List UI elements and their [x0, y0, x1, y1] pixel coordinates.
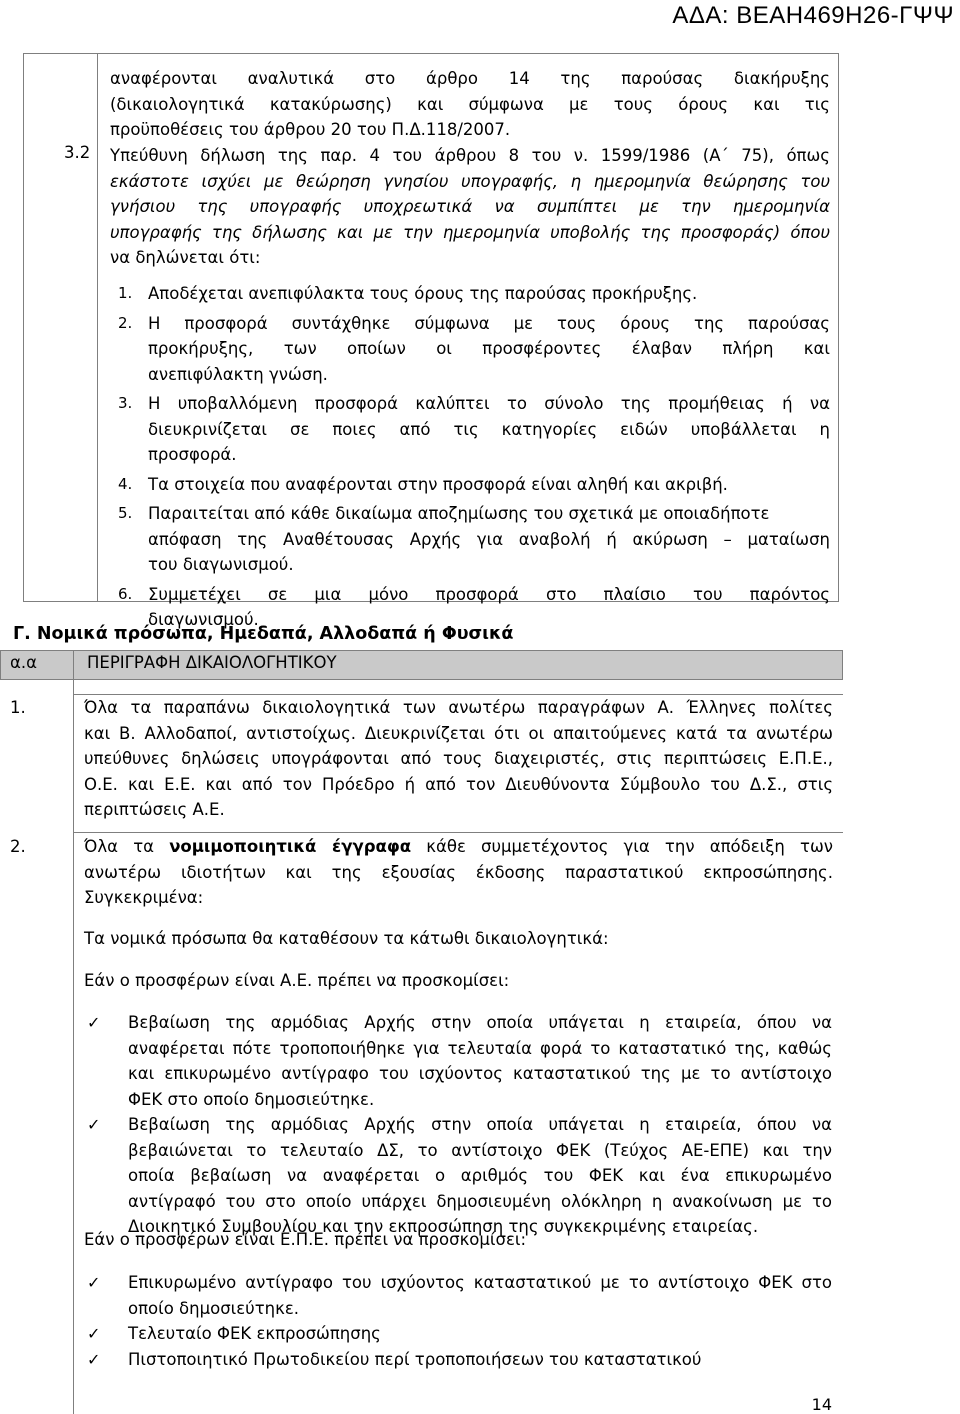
list-number: 5. [118, 504, 133, 522]
check-item [87, 1347, 832, 1373]
list-item [118, 311, 830, 388]
text-fragment: Όλα τα [84, 837, 170, 856]
text-line: Η υποβαλλόμενη προσφορά καλύπτει το σύνολο της προμήθειας ή να [148, 394, 830, 413]
table-header [0, 650, 843, 680]
declaration-list [110, 281, 830, 633]
text-line: διευκρινίζεται σε ποιες από τις κατηγορίες ειδών υποβάλλεται η [148, 419, 830, 439]
text-line: οποίο δημοσιεύτηκε. [128, 1298, 299, 1318]
text-line: Επικυρωμένο αντίγραφο του ισχύοντος καταστατικού με το αντίστοιχο ΦΕΚ στο [128, 1273, 832, 1292]
text-line: Η προσφορά συντάχθηκε σύμφωνα με τους όρους της παρούσας [148, 313, 830, 333]
intro-paragraph [110, 66, 830, 143]
text-line: και Β. Αλλοδαποί, αντιστοίχως. Διευκρινίζεται ότι οι απαιτούμενες κατά τα ανωτέρω [84, 723, 833, 743]
text-line: προϋποθέσεις του άρθρου 20 του Π.Δ.118/2007. [110, 120, 511, 139]
epe-checklist [87, 1270, 832, 1372]
text-line: Συγκεκριμένα: [84, 888, 204, 907]
item-number: 3.2 [64, 143, 91, 162]
check-item [87, 1321, 832, 1347]
text-line: αναφέρεται πότε τροποποιήθηκε για τελευταία φορά το καταστατικό της, καθώς [128, 1038, 832, 1058]
declaration-table [23, 53, 839, 629]
section-title: Γ. Νομικά πρόσωπα, Ημεδαπά, Αλλοδαπά ή Φυσικά [13, 624, 514, 644]
text-line: γνήσιου της υπογραφής υποχρεωτικά να συμπίπτει με την ημερομηνία [110, 197, 830, 216]
text-line: ΦΕΚ στο οποίο δημοσιεύτηκε. [128, 1089, 375, 1109]
check-icon: ✓ [87, 1273, 101, 1292]
text-line: διαγωνισμού. [148, 610, 259, 629]
header-divider [73, 650, 74, 680]
row-divider-vertical [73, 680, 74, 1414]
text-line: απόφαση της Αναθέτουσας Αρχής για αναβολή ή ακύρωση – ματαίωση [148, 529, 830, 549]
text-line: Συμμετέχει σε μια μόνο προσφορά στο πλαίσιο του παρόντος [148, 584, 830, 604]
text-line: Ο.Ε. και Ε.Ε. και από τον Πρόεδρο ή από τον Διευθύνοντα Σύμβουλο του Δ.Σ., στις [84, 774, 833, 794]
text-fragment: κάθε συμμετέχοντος για την απόδειξη των [411, 837, 833, 856]
text-line [84, 834, 833, 860]
text-line: ανεπιφύλακτη γνώση. [148, 364, 328, 384]
text-line: Βεβαίωση της αρμόδιας Αρχής στην οποία υπάγεται η εταιρεία, όπου να [128, 1013, 832, 1032]
check-icon: ✓ [87, 1115, 101, 1134]
ada-code: ΑΔΑ: ΒΕΑΗ469Η26-ΓΨΨ [672, 2, 954, 29]
text-line: εκάστοτε ισχύει με θεώρηση γνησίου υπογραφής, η ημερομηνία θεώρησης του [110, 171, 830, 191]
text-line: ανωτέρω ιδιοτήτων και της εξουσίας έκδοσης παραστατικού εκπροσώπησης. [84, 862, 833, 882]
check-item [87, 1010, 832, 1112]
text-line: Υπεύθυνη δήλωση της παρ. 4 του άρθρου 8 του ν. 1599/1986 (Α΄ 75), όπως [110, 146, 830, 165]
ae-intro [84, 968, 509, 994]
text-line: Παραιτείται από κάθε δικαίωμα αποζημίωσης του σχετικά με οποιαδήποτε [148, 504, 770, 523]
list-item [118, 472, 830, 498]
row-separator [73, 832, 843, 833]
text-line: του διαγωνισμού. [148, 555, 294, 574]
list-item [118, 501, 830, 578]
text-line: περιπτώσεις Α.Ε. [84, 800, 225, 819]
text-line: Τα νομικά πρόσωπα θα καταθέσουν τα κάτωθι δικαιολογητικά: [84, 929, 609, 948]
text-line: υπογραφής της δήλωσης και με την ημερομηνία υποβολής της προσφοράς) όπου [110, 222, 830, 242]
text-line: Τα στοιχεία που αναφέρονται στην προσφορά είναι αληθή και ακριβή. [148, 474, 728, 494]
text-line: Βεβαίωση της αρμόδιας Αρχής στην οποία υπάγεται η εταιρεία, όπου να [128, 1115, 832, 1134]
text-line: (δικαιολογητικά κατακύρωσης) και σύμφωνα με τους όρους και τις [110, 94, 830, 114]
list-number: 1. [118, 284, 133, 302]
text-line: αναφέρονται αναλυτικά στο άρθρο 14 της παρούσας διακήρυξης [110, 69, 830, 88]
epe-intro [84, 1227, 526, 1253]
list-item [118, 281, 830, 307]
text-line: και επικυρωμένο αντίγραφο του ισχύοντος καταστατικού της με το αντίστοιχο [128, 1064, 832, 1083]
row-number: 2. [10, 837, 26, 856]
check-icon: ✓ [87, 1324, 101, 1343]
text-line: Τελευταίο ΦΕΚ εκπροσώπησης [128, 1324, 381, 1343]
list-number: 6. [118, 584, 133, 603]
list-number: 3. [118, 394, 133, 412]
column-header-number: α.α [10, 653, 37, 672]
text-line: προκήρυξης, των οποίων οι προσφέροντες έλαβαν πλήρη και [148, 339, 830, 358]
text-line: υπεύθυνες δηλώσεις υπογράφονται από τους διαχειριστές, στις περιπτώσεις Ε.Π.Ε., [84, 749, 833, 768]
text-line: να δηλώνεται ότι: [110, 248, 261, 267]
column-header-description: ΠΕΡΙΓΡΑΦΗ ΔΙΚΑΙΟΛΟΓΗΤΙΚΟΥ [87, 653, 337, 672]
table-divider [97, 54, 98, 601]
check-icon: ✓ [87, 1349, 101, 1369]
legal-entities-intro [84, 926, 609, 952]
text-line: Αποδέχεται ανεπιφύλακτα τους όρους της παρούσας προκήρυξης. [148, 284, 698, 303]
text-line: οποία βεβαίωση να αναφέρεται ο αριθμός του ΦΕΚ και ένα επικυρωμένο [128, 1166, 832, 1185]
list-number: 2. [118, 313, 133, 332]
text-line: βεβαιώνεται το τελευταίο ΔΣ, το αντίστοιχο ΦΕΚ (Τεύχος ΑΕ-ΕΠΕ) και την [128, 1140, 832, 1160]
text-line: Όλα τα παραπάνω δικαιολογητικά των ανωτέρω παραγράφων Α. Έλληνες πολίτες [84, 698, 833, 717]
text-line: Πιστοποιητικό Πρωτοδικείου περί τροποποιήσεων του καταστατικού [128, 1349, 702, 1369]
text-line: Διοικητικό Συμβουλίου και την εκπροσώπηση της συγκεκριμένης εταιρείας. [128, 1217, 759, 1236]
check-icon: ✓ [87, 1013, 101, 1032]
page-number: 14 [811, 1395, 832, 1414]
row-description [84, 834, 833, 911]
row-description [84, 695, 833, 823]
list-number: 4. [118, 474, 133, 493]
text-line: Εάν ο προσφέρων είναι Ε.Π.Ε. πρέπει να προσκομίσει: [84, 1230, 527, 1249]
item-3-2-text [110, 143, 830, 271]
list-item [118, 391, 830, 468]
bold-term: νομιμοποιητικά έγγραφα [169, 837, 412, 856]
text-line: αντίγραφό του στο οποίο υπάρχει δημοσιευμένη ολόκληρη η ανακοίνωση με το [128, 1191, 832, 1211]
text-line: προσφορά. [148, 445, 237, 464]
row-number: 1. [10, 698, 26, 717]
text-line: Εάν ο προσφέρων είναι Α.Ε. πρέπει να προσκομίσει: [84, 971, 510, 990]
check-item [87, 1270, 832, 1321]
